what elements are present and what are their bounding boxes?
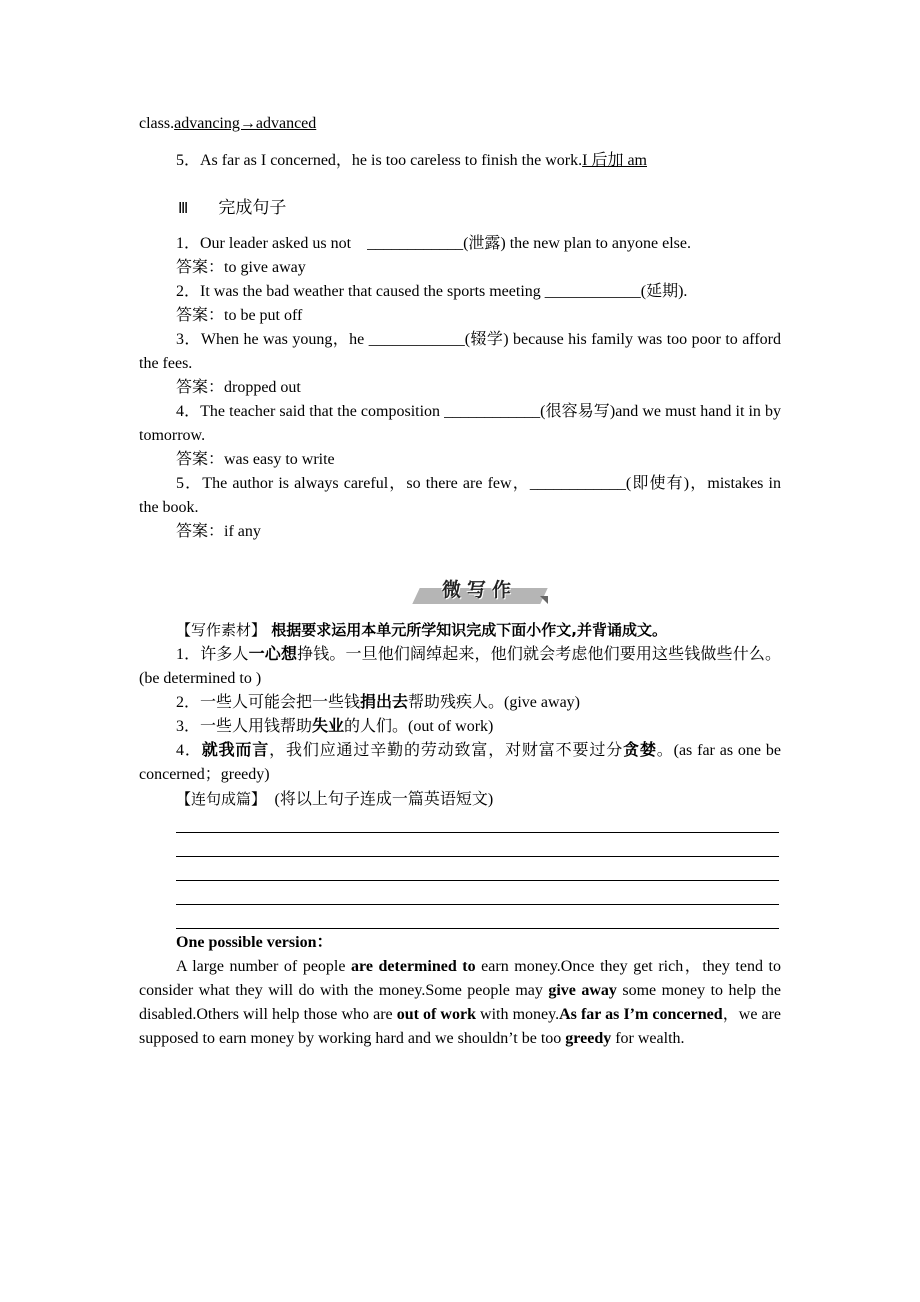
- text-segment: for wealth.: [611, 1030, 685, 1047]
- bold-phrase: 失业: [312, 718, 345, 735]
- question: 4．The teacher said that the composition ____________(很容易写)and we must hand it in by tomorrow.: [139, 403, 781, 444]
- bold-phrase: give away: [548, 982, 617, 999]
- section2-tail: [139, 112, 781, 136]
- question: 5．The author is always careful，so there are few，____________(即使有)，mistakes in the book.: [139, 475, 781, 516]
- bold-phrase: greedy: [565, 1030, 612, 1047]
- section-banner: [408, 578, 548, 608]
- text-segment: 挣钱。一旦他们阔绰起来，他们就会考虑他们要用这些钱做些什么。(be determined to ): [139, 646, 781, 687]
- answer-line[interactable]: [176, 928, 779, 929]
- text-segment: 3．一些人用钱帮助: [176, 718, 313, 735]
- material-item: [139, 739, 781, 787]
- section3-items: [139, 232, 781, 544]
- answer: 答案：was easy to write: [176, 451, 335, 468]
- text-segment: 的人们。(out of work): [344, 718, 494, 735]
- text-segment: 。(as far as one be concerned；greedy): [139, 742, 781, 783]
- material-item: [139, 715, 781, 739]
- question: 2．It was the bad weather that caused the sports meeting ____________(延期).: [176, 283, 688, 300]
- answer: 答案：to be put off: [176, 307, 303, 324]
- text-segment: earn money.Once they get rich，they tend to consider what they will do with the money.Some people may: [139, 958, 781, 999]
- section2-item5: [139, 149, 781, 173]
- text-segment: ，we are supposed to earn money by working hard and we shouldn’t be too: [139, 1006, 782, 1047]
- bold-phrase: 捐出去: [360, 694, 409, 711]
- material-item: [139, 643, 781, 691]
- banner-tip: [540, 596, 548, 604]
- bold-phrase: 贪婪: [623, 742, 657, 759]
- material-items: [139, 643, 781, 787]
- material-heading: [139, 618, 781, 643]
- item-text: 5．As far as I concerned，he is too careless to finish the work.: [176, 152, 583, 169]
- version-section: [139, 931, 781, 1051]
- section3-heading: [178, 196, 820, 221]
- bold-phrase: 一心想: [248, 646, 298, 663]
- answer-line[interactable]: [176, 856, 779, 857]
- text-segment: 帮助残疾人。(give away): [408, 694, 580, 711]
- material-label: 【写作素材】: [176, 621, 267, 639]
- answer: 答案：to give away: [176, 259, 306, 276]
- material-instr: 根据要求运用本单元所学知识完成下面小作文,并背诵成文。: [266, 621, 667, 639]
- version-label: [139, 931, 781, 955]
- compose-label: 【连句成篇】: [176, 790, 259, 808]
- answer: 答案：if any: [176, 523, 261, 540]
- answer-line[interactable]: [176, 880, 779, 881]
- question: 3．When he was young，he ____________(辍学) because his family was too poor to afford the fees.: [139, 331, 781, 372]
- section-numeral: Ⅲ: [178, 199, 189, 217]
- text-segment: A large number of people: [176, 958, 352, 975]
- correction: advancing→advanced: [174, 115, 317, 132]
- bold-phrase: As far as I’m concerned: [559, 1006, 723, 1023]
- text-segment: 2．一些人可能会把一些钱: [176, 694, 361, 711]
- answer: 答案：dropped out: [176, 379, 301, 396]
- version-label-text: One possible version：: [176, 934, 333, 951]
- version-paragraph: [139, 955, 781, 1051]
- text-segment: 4．: [176, 742, 202, 759]
- bold-phrase: 就我而言: [201, 742, 270, 759]
- compose-instr: (将以上句子连成一篇英语短文): [258, 791, 494, 808]
- section-title: 完成句子: [218, 198, 287, 218]
- material-item: [139, 691, 781, 715]
- bold-phrase: are determined to: [351, 958, 476, 975]
- text-segment: 1．许多人: [176, 646, 249, 663]
- text-segment: ，我们应通过辛勤的劳动致富，对财富不要过分: [269, 742, 624, 759]
- bold-phrase: out of work: [396, 1006, 476, 1023]
- text-segment: with money.: [475, 1006, 560, 1023]
- banner-title: 微写作: [442, 579, 518, 601]
- tail-prefix: class.: [139, 115, 175, 132]
- question: 1．Our leader asked us not ____________(泄露) the new plan to anyone else.: [176, 235, 691, 252]
- answer-line[interactable]: [176, 832, 779, 833]
- text-segment: some money to help the disabled.Others will help those who are: [139, 982, 782, 1023]
- answer-line[interactable]: [176, 904, 779, 905]
- correction: I 后加 am: [582, 152, 647, 169]
- writing-section: [139, 618, 781, 812]
- compose-heading: [139, 787, 781, 812]
